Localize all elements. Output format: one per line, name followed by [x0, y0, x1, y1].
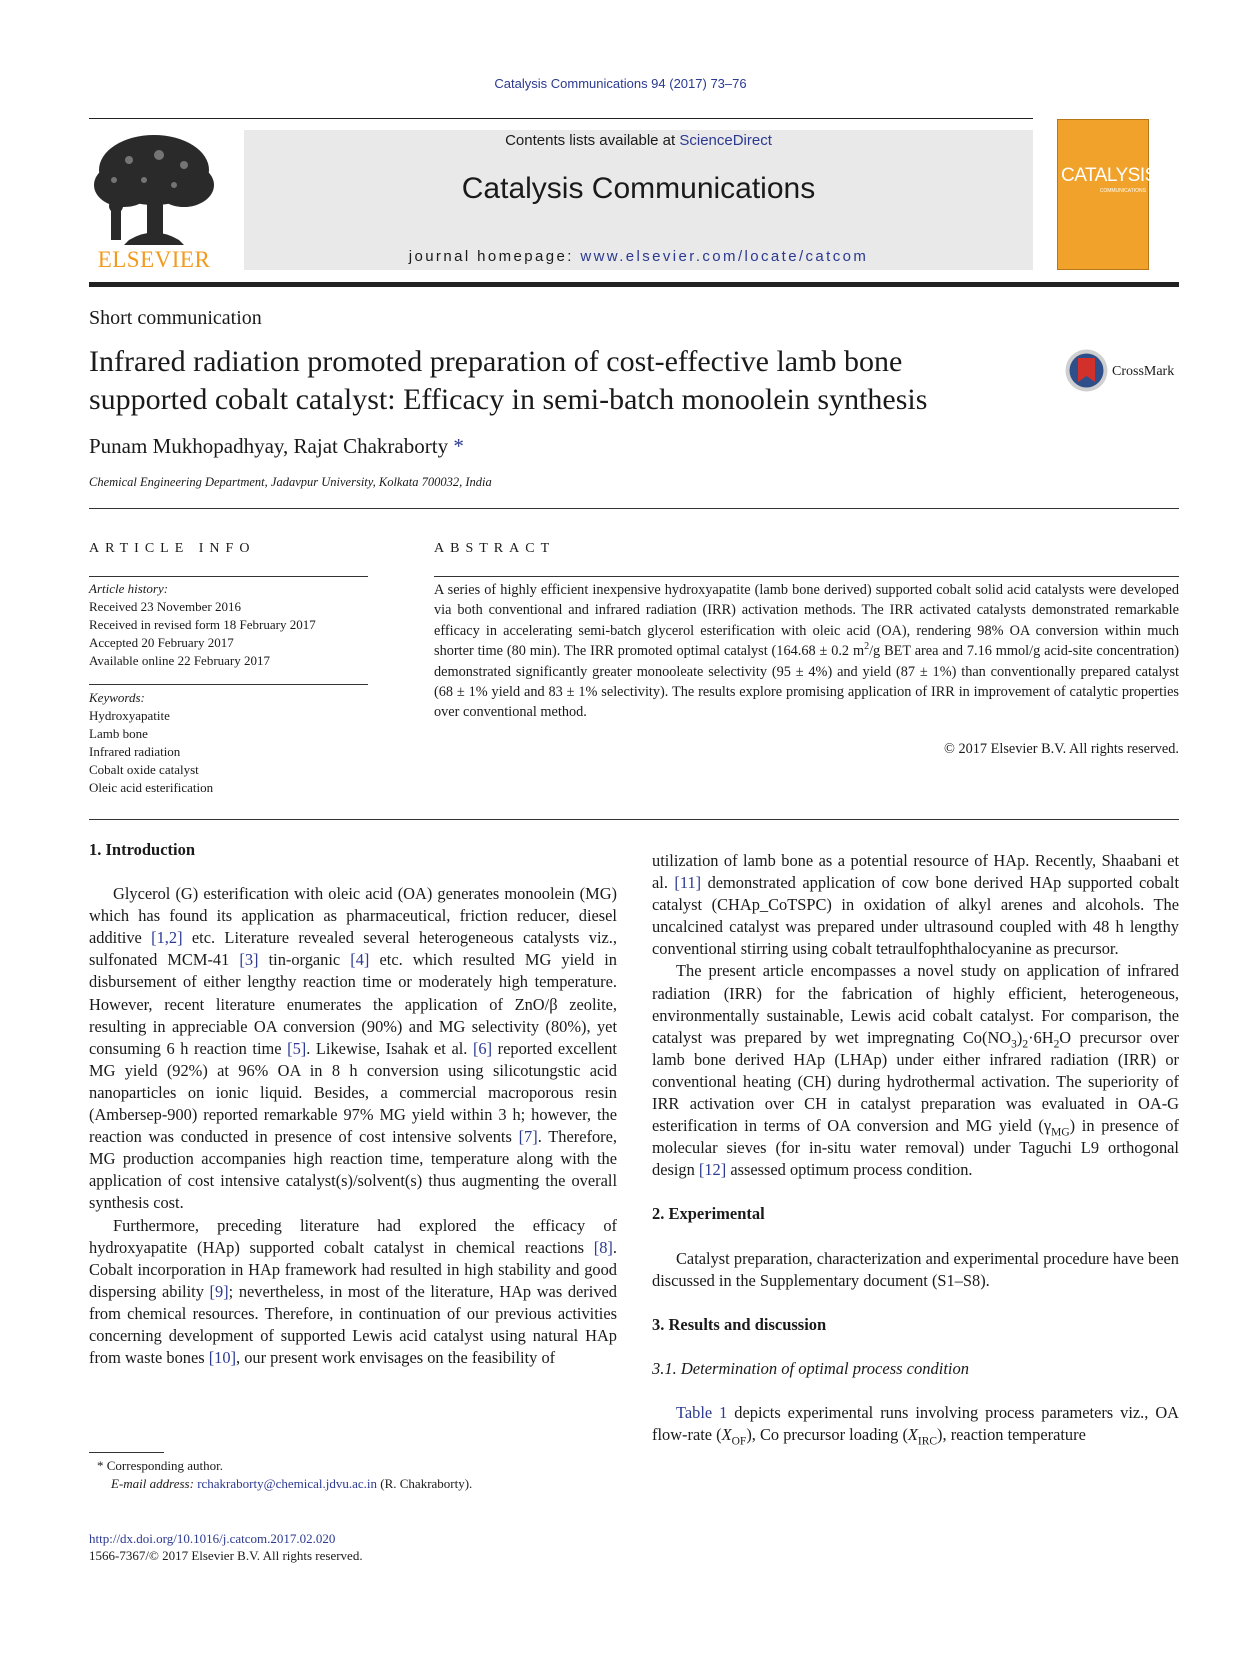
author-list: [89, 434, 464, 459]
journal-homepage: [244, 248, 1033, 265]
table-link[interactable]: Table 1: [676, 1402, 728, 1422]
keyword-item: Hydroxyapatite: [89, 708, 170, 723]
variable: X: [907, 1424, 918, 1444]
citation-link[interactable]: [8]: [593, 1237, 613, 1257]
experimental-paragraph: Catalyst preparation, characterization and experimental procedure have been discussed in the Supplementary document (S1–S8).: [652, 1248, 1179, 1290]
author-email-link[interactable]: rchakraborty@chemical.jdvu.ac.in: [197, 1476, 377, 1491]
email-label: E-mail address:: [111, 1476, 198, 1491]
keyword-item: Cobalt oxide catalyst: [89, 762, 199, 777]
subscript: 2: [1053, 1038, 1060, 1051]
header-top-rule: [89, 118, 1033, 119]
text-run: depicts experimental runs involving process parameters viz., OA flow-rate (: [652, 1402, 1179, 1444]
sciencedirect-link[interactable]: ScienceDirect: [679, 132, 772, 149]
subscript: 3: [1011, 1038, 1017, 1051]
text-run: ), Co precursor loading (: [746, 1424, 908, 1444]
footnote-mark: *: [97, 1458, 104, 1473]
citation-link[interactable]: [9]: [209, 1281, 229, 1301]
subscript: 2: [1022, 1038, 1029, 1051]
homepage-link[interactable]: www.elsevier.com/locate/catcom: [580, 248, 869, 265]
subscript: MG: [1051, 1126, 1070, 1139]
results-paragraph-1: [652, 1402, 1179, 1446]
text-run: The present article encompasses a novel study on application of infrared radiation (IRR) for the fabrication of highly efficient, heterogeneous, environmentally sustainable, Lewis acid cobalt catalyst. For comparison, the catalyst was prepared by wet impregnating Co(NO: [652, 961, 1179, 1047]
keywords-list: [89, 689, 368, 797]
text-run: . Likewise, Isahak et al.: [306, 1038, 473, 1058]
text-run: ) in presence of molecular sieves (for in-situ water removal) under Taguchi L9 orthogonal design: [652, 1116, 1179, 1180]
author-affiliation: Chemical Engineering Department, Jadavpur University, Kolkata 700032, India: [89, 475, 492, 489]
text-run: assessed optimum process condition.: [726, 1160, 973, 1180]
results-heading: 3. Results and discussion: [652, 1314, 827, 1334]
email-suffix: (R. Chakraborty).: [377, 1476, 473, 1491]
article-title: Infrared radiation promoted preparation of cost-effective lamb bone supported cobalt catalyst: Efficacy in semi-batch monoolein synthesis: [89, 345, 928, 416]
footnote-rule: [89, 1452, 164, 1453]
abstract-part: A series of highly efficient inexpensive hydroxyapatite (lamb bone derived) supported cobalt solid acid catalysts were developed via both conventional and infrared radiation (IRR) activation methods. The IRR activated catalysts demonstrated remarkable efficacy in accelerating semi-batch glycerol esterification with oleic acid (OA), rendering 98% OA conversion within much shorter time (80 min). The IRR promoted optimal catalyst (164.68 ± 0.2 m: [434, 582, 1179, 660]
text-run: demonstrated application of cow bone derived HAp supported cobalt catalyst (CHAp_CoTSPC) in oxidation of alkyl arenes and alcohols. The uncalcined catalyst was prepared under ultrasound coupled with 48 h lengthy conventional stirring using cobalt tetraulfophthalocyanine as precursor.: [652, 873, 1179, 959]
cover-title: CATALYSIS: [1061, 165, 1157, 186]
keywords-rule: [89, 684, 368, 685]
text-run: Furthermore, preceding literature had explored the efficacy of hydroxyapatite (HAp) supported cobalt catalyst in chemical reactions: [89, 1215, 617, 1257]
header-thick-rule: [89, 282, 1179, 287]
homepage-prefix: journal homepage:: [408, 248, 581, 265]
text-run: etc. which resulted MG yield in disbursement of either lengthy reaction time or moderately high temperature. However, recent literature enumerates the application of ZnO/β zeolite, resulting in appreciable OA conversion (90%) and MG selectivity (80%), yet consuming 6 h reaction time: [89, 950, 617, 1058]
issn-line: 1566-7367/© 2017 Elsevier B.V. All rights reserved.: [89, 1548, 363, 1563]
history-item: Available online 22 February 2017: [89, 653, 270, 668]
citation-link[interactable]: [4]: [350, 950, 370, 970]
article-info-heading: ARTICLE INFO: [89, 541, 256, 556]
article-history: [89, 580, 368, 670]
experimental-heading: 2. Experimental: [652, 1204, 765, 1224]
crossmark-label[interactable]: CrossMark: [1112, 364, 1175, 379]
history-item: Accepted 20 February 2017: [89, 635, 234, 650]
citation-link[interactable]: [10]: [208, 1348, 237, 1368]
abstract-copyright: © 2017 Elsevier B.V. All rights reserved.: [944, 741, 1179, 757]
keyword-item: Infrared radiation: [89, 744, 181, 759]
text-run: ·6H: [1028, 1027, 1054, 1047]
article-type: Short communication: [89, 307, 262, 329]
results-subheading: 3.1. Determination of optimal process condition: [652, 1358, 969, 1378]
cover-subtitle: COMMUNICATIONS: [1099, 188, 1146, 194]
authors-text: Punam Mukhopadhyay, Rajat Chakraborty: [89, 434, 449, 458]
citation-link[interactable]: [11]: [674, 873, 702, 893]
keywords-label: Keywords:: [89, 690, 145, 705]
journal-name: Catalysis Communications: [461, 172, 816, 205]
text-run: , our present work envisages on the feasibility of: [236, 1348, 556, 1368]
title-bottom-rule: [89, 508, 1179, 509]
text-run: ): [1016, 1027, 1023, 1047]
abstract-rule: [434, 576, 1179, 577]
abstract-part: /g BET area and 7.16 mmol/g acid-site concentration) demonstrated significantly greater monooleate selectivity (95 ± 4%) and yield (87 ± 1%) than conventionally prepared catalyst (68 ± 1% yield and 83 ± 1% selectivity). The results explore promising application of IRR in improvement of catalytic properties over conventional method.: [434, 643, 1179, 721]
crossmark-icon[interactable]: [1064, 348, 1109, 393]
body-column-left: [89, 839, 617, 1369]
doi-block: [89, 1530, 363, 1564]
elsevier-wordmark: ELSEVIER: [97, 247, 211, 272]
citation-link[interactable]: [12]: [698, 1160, 727, 1180]
text-run: Glycerol (G) esterification with oleic acid (OA) generates monoolein (MG) which has found its application as pharmaceutical, friction reducer, diesel additive: [89, 884, 617, 948]
text-run: . Cobalt incorporation in HAp framework had resulted in high stability and good dispersing ability: [89, 1237, 617, 1301]
citation-link[interactable]: [5]: [287, 1038, 307, 1058]
contents-prefix: Contents lists available at: [505, 132, 680, 149]
text-run: reported excellent MG yield (92%) at 96% OA in 8 h conversion using silicotungstic acid nanoparticles on ionic liquid. Besides, a commercial macroporous resin (Ambersep-900) reported remarkable 97% MG yield within 3 h; however, the reaction was conducted in presence of cost intensive solvents: [89, 1038, 617, 1147]
history-label: Article history:: [89, 581, 169, 596]
citation-link[interactable]: [7]: [518, 1127, 538, 1147]
text-run: utilization of lamb bone as a potential resource of HAp. Recently, Shaabani et al.: [652, 851, 1179, 893]
history-item: Received in revised form 18 February 2017: [89, 617, 316, 632]
text-run: ), reaction temperature: [937, 1424, 1086, 1444]
history-item: Received 23 November 2016: [89, 599, 241, 614]
text-run: ; nevertheless, in most of the literature, HAp was derived from chemical resources. Therefore, in continuation of our previous activities concerning development of supported Lewis acid catalyst using natural HAp from waste bones: [89, 1281, 617, 1368]
subscript: OF: [731, 1435, 747, 1448]
intro-paragraph-1: [89, 883, 617, 1214]
citation-link[interactable]: [6]: [472, 1038, 493, 1058]
keyword-item: Lamb bone: [89, 726, 148, 741]
text-run: etc. Literature revealed several heterogeneous catalysts viz., sulfonated MCM-41: [89, 928, 617, 970]
journal-citation[interactable]: Catalysis Communications 94 (2017) 73–76: [494, 76, 747, 91]
text-run: tin-organic: [258, 950, 351, 970]
journal-cover-thumbnail[interactable]: [1057, 119, 1157, 270]
abstract-bottom-rule: [89, 819, 1179, 820]
abstract-heading: ABSTRACT: [434, 541, 556, 556]
subscript: IRC: [917, 1435, 938, 1448]
intro-paragraph-3: [652, 960, 1179, 1181]
abstract-superscript: 2: [864, 641, 870, 653]
text-run: . Therefore, MG production accompanies high reaction time, temperature along with the application of cost intensive catalyst(s)/solvent(s) thus augmenting the overall synthesis cost.: [89, 1127, 617, 1213]
contents-line: [244, 132, 1033, 149]
corresponding-author-footnote: [89, 1457, 472, 1493]
text-run: O precursor over lamb bone derived HAp (LHAp) under either infrared radiation (IRR) or conventional heating (CH) during hydrothermal activation. The superiority of IRR activation over CH in catalyst preparation was evaluated in OA-G esterification in terms of OA conversion and MG yield (γ: [652, 1027, 1179, 1136]
abstract-text: [434, 580, 1179, 723]
body-column-right: [652, 850, 1179, 1446]
introduction-heading: 1. Introduction: [89, 840, 196, 859]
intro-paragraph-2-continued: [652, 850, 1179, 960]
citation-link[interactable]: [3]: [239, 950, 259, 970]
footnote-label: Corresponding author.: [103, 1458, 224, 1473]
keyword-item: Oleic acid esterification: [89, 780, 214, 795]
intro-paragraph-2: [89, 1215, 617, 1370]
citation-link[interactable]: [1,2]: [151, 928, 183, 948]
doi-link[interactable]: http://dx.doi.org/10.1016/j.catcom.2017.02.020: [89, 1531, 336, 1546]
article-info-rule: [89, 576, 368, 577]
variable: X: [721, 1424, 732, 1444]
corresponding-author-mark[interactable]: *: [453, 434, 464, 458]
